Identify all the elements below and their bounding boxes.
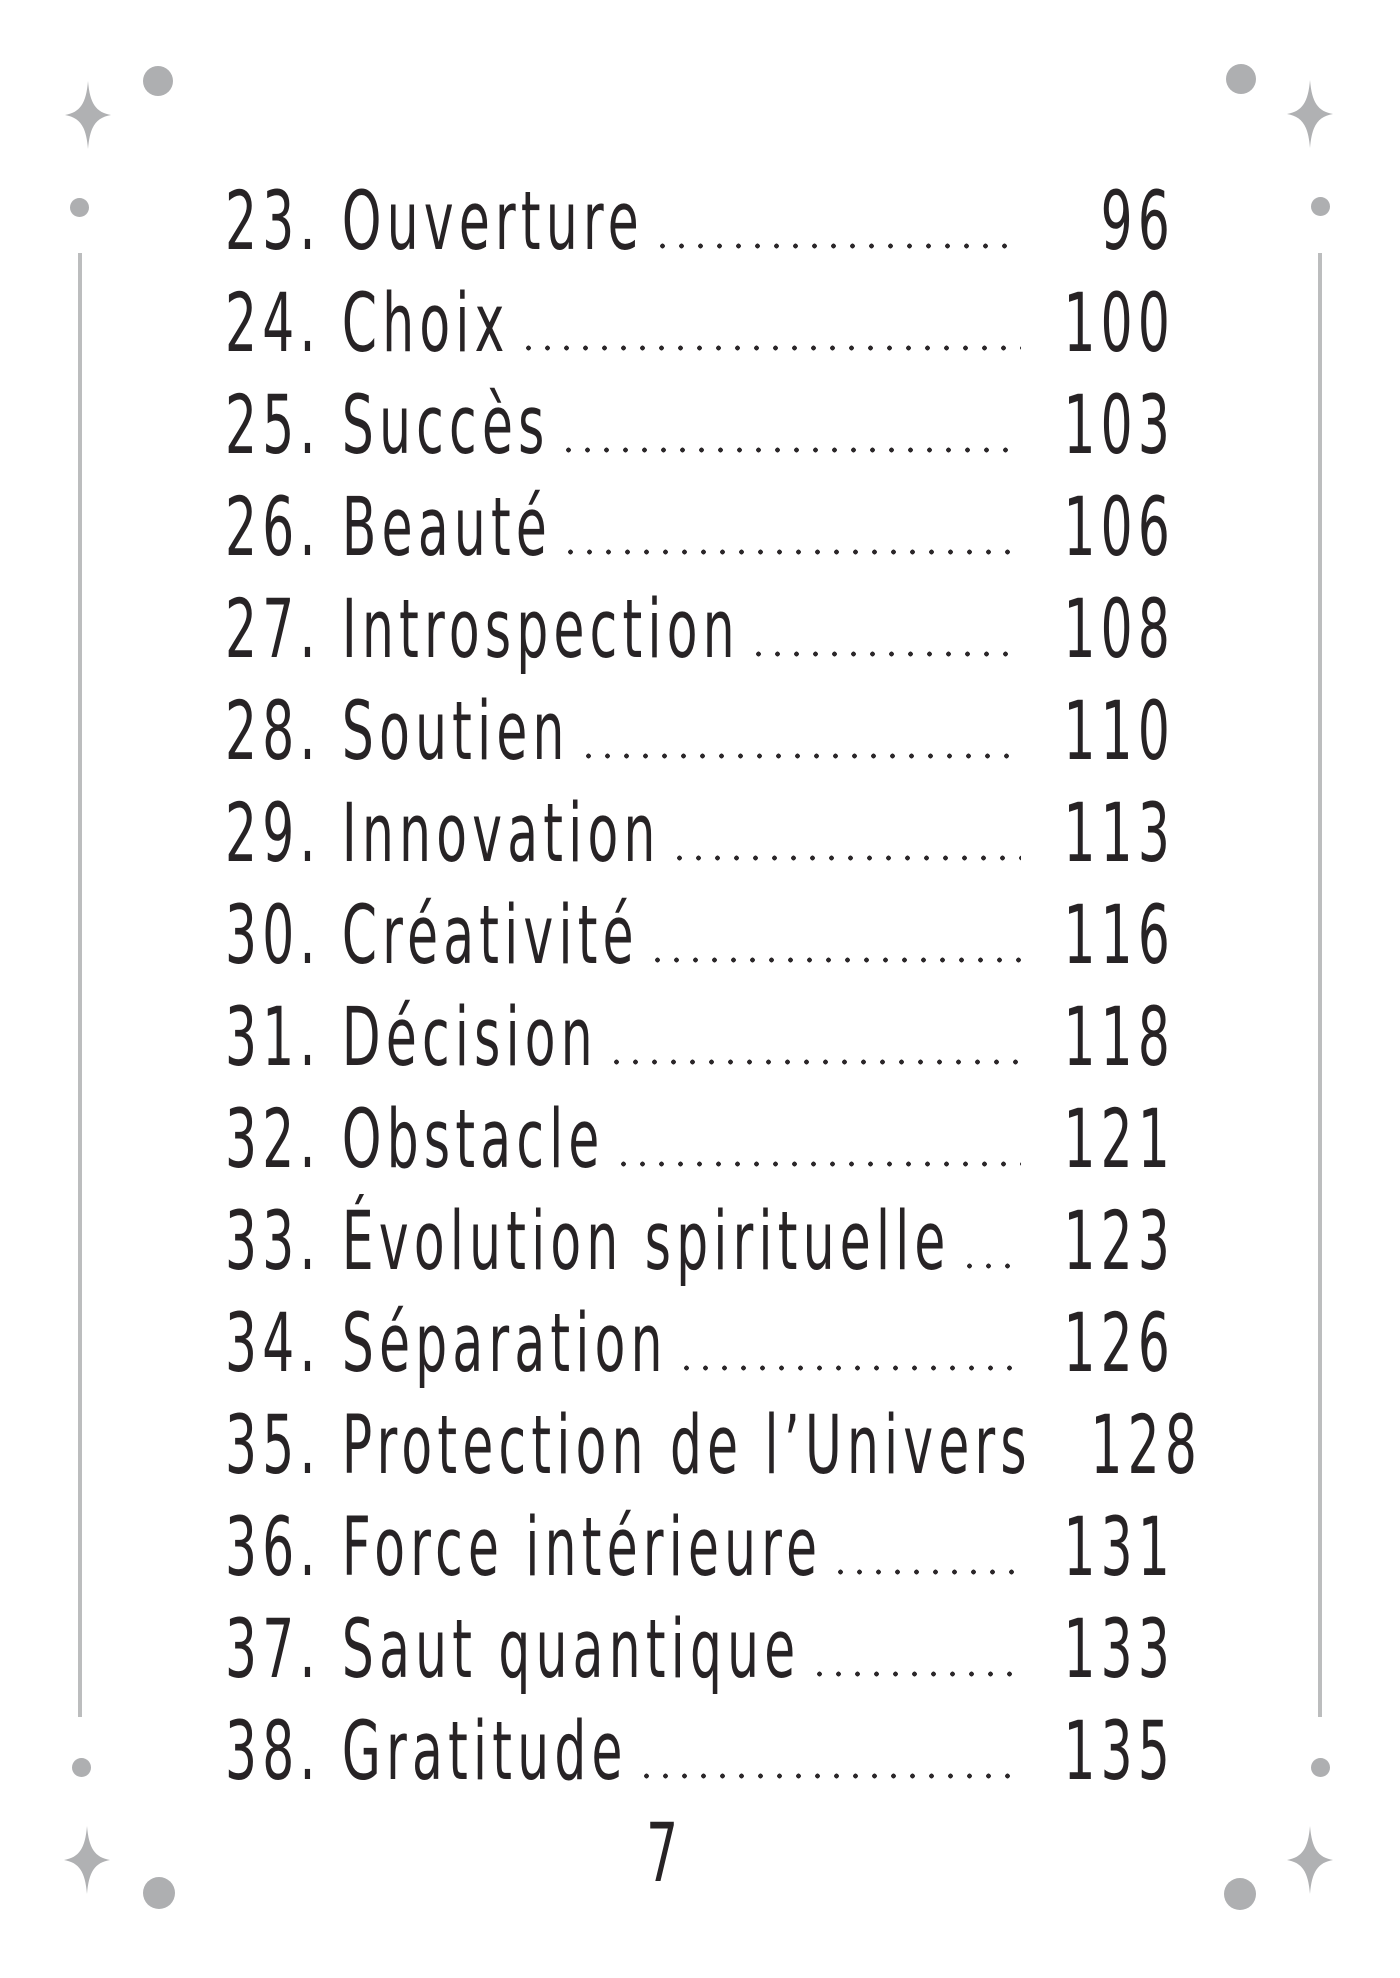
- dot-leader: [644, 1773, 1021, 1779]
- toc-entry-label: 26. Beauté: [225, 481, 553, 575]
- toc-entry-label: 28. Soutien: [225, 685, 570, 779]
- toc-entry-label: 25. Succès: [225, 379, 550, 473]
- toc-entry: [225, 273, 1175, 375]
- toc-entry-page-column: [1035, 681, 1175, 783]
- toc-entry-page: 106: [1063, 481, 1175, 575]
- dot-leader: [566, 447, 1021, 453]
- toc-entry-page-column: [1035, 579, 1175, 681]
- toc-entry-page: 131: [1063, 1501, 1175, 1595]
- toc-entry-page-column: [1035, 1599, 1175, 1701]
- dot-leader: [684, 1365, 1021, 1371]
- toc-entry: [225, 987, 1175, 1089]
- toc-entry-label: 29. Innovation: [225, 787, 661, 881]
- toc-entry-label: 32. Obstacle: [225, 1093, 605, 1187]
- toc-entry-page: 118: [1063, 991, 1175, 1085]
- toc-entry-label: 27. Introspection: [225, 583, 740, 677]
- toc-entry-page-column: [1035, 1191, 1175, 1293]
- page-number-folio: [0, 1803, 1326, 1905]
- dot-leader: [526, 345, 1021, 351]
- dot-ornament: [70, 198, 89, 217]
- dot-ornament: [143, 66, 173, 96]
- toc-entry: [225, 375, 1175, 477]
- toc-entry-label: 38. Gratitude: [225, 1705, 628, 1799]
- sparkle-icon: [1287, 80, 1333, 148]
- toc-entry: [225, 1089, 1175, 1191]
- dot-leader: [568, 549, 1021, 555]
- dot-leader: [838, 1569, 1021, 1575]
- toc-entry-page: 110: [1063, 685, 1175, 779]
- toc-entry: [225, 1599, 1175, 1701]
- toc-entry-page-column: [1035, 171, 1175, 273]
- toc-entry-page: 113: [1063, 787, 1175, 881]
- toc-entry-page-column: [1062, 1395, 1202, 1497]
- sparkle-icon: [65, 81, 111, 149]
- toc-entry-page: 121: [1063, 1093, 1175, 1187]
- toc-entry-label: 31. Décision: [225, 991, 598, 1085]
- toc-entry-page-column: [1035, 783, 1175, 885]
- toc-entry: [225, 579, 1175, 681]
- dot-leader: [756, 651, 1021, 657]
- toc-entry-label: 30. Créativité: [225, 889, 639, 983]
- toc-entry-page-column: [1035, 273, 1175, 375]
- toc-entry-page-column: [1035, 1089, 1175, 1191]
- toc-entry-page-column: [1035, 1497, 1175, 1599]
- toc-entry-label: 23. Ouverture: [225, 175, 644, 269]
- toc-entry: [225, 1497, 1175, 1599]
- dot-ornament: [1311, 1758, 1330, 1777]
- toc-entry-page: 133: [1063, 1603, 1175, 1697]
- toc-entry: [225, 477, 1175, 579]
- vertical-rule: [1318, 253, 1322, 1717]
- toc-entry-page: 108: [1063, 583, 1175, 677]
- toc-entry-label: 36. Force intérieure: [225, 1501, 823, 1595]
- toc-entry-label: 24. Choix: [225, 277, 510, 371]
- toc-list: [225, 171, 1203, 1803]
- dot-leader: [967, 1263, 1021, 1269]
- toc-entry-label: 37. Saut quantique: [225, 1603, 801, 1697]
- toc-entry-page: 135: [1063, 1705, 1175, 1799]
- toc-entry: [225, 1701, 1175, 1803]
- dot-ornament: [72, 1758, 91, 1777]
- toc-entry-page-column: [1035, 375, 1175, 477]
- dot-leader: [660, 243, 1021, 249]
- toc-entry-page: 128: [1090, 1399, 1203, 1493]
- toc-entry-label: 34. Séparation: [225, 1297, 668, 1391]
- toc-entry-page: 96: [1100, 175, 1175, 269]
- toc-entry: [225, 1293, 1175, 1395]
- toc-entry-page-column: [1035, 885, 1175, 987]
- toc-entry-page: 100: [1063, 277, 1175, 371]
- toc-entry: [225, 681, 1175, 783]
- toc-entry: [225, 171, 1175, 273]
- dot-leader: [621, 1161, 1021, 1167]
- toc-entry-page: 123: [1063, 1195, 1175, 1289]
- toc-entry-page: 116: [1063, 889, 1175, 983]
- dot-ornament: [1226, 64, 1256, 94]
- vertical-rule: [78, 253, 82, 1717]
- toc-entry-page-column: [1035, 1701, 1175, 1803]
- dot-leader: [586, 753, 1021, 759]
- toc-entry-page-column: [1035, 987, 1175, 1089]
- folio-value: 7: [646, 1807, 680, 1901]
- toc-entry-label: 35. Protection de l’Univers: [225, 1399, 1032, 1493]
- dot-leader: [677, 855, 1021, 861]
- toc-entry-label: 33. Évolution spirituelle: [225, 1195, 951, 1289]
- toc-entry-page-column: [1035, 1293, 1175, 1395]
- toc-entry: [225, 783, 1175, 885]
- toc-entry: [225, 1395, 1203, 1497]
- dot-leader: [817, 1671, 1021, 1677]
- toc-entry: [225, 1191, 1175, 1293]
- dot-leader: [614, 1059, 1021, 1065]
- toc-entry: [225, 885, 1175, 987]
- toc-entry-page: 103: [1063, 379, 1175, 473]
- toc-entry-page-column: [1035, 477, 1175, 579]
- dot-ornament: [1311, 197, 1330, 216]
- dot-leader: [655, 957, 1021, 963]
- toc-entry-page: 126: [1063, 1297, 1175, 1391]
